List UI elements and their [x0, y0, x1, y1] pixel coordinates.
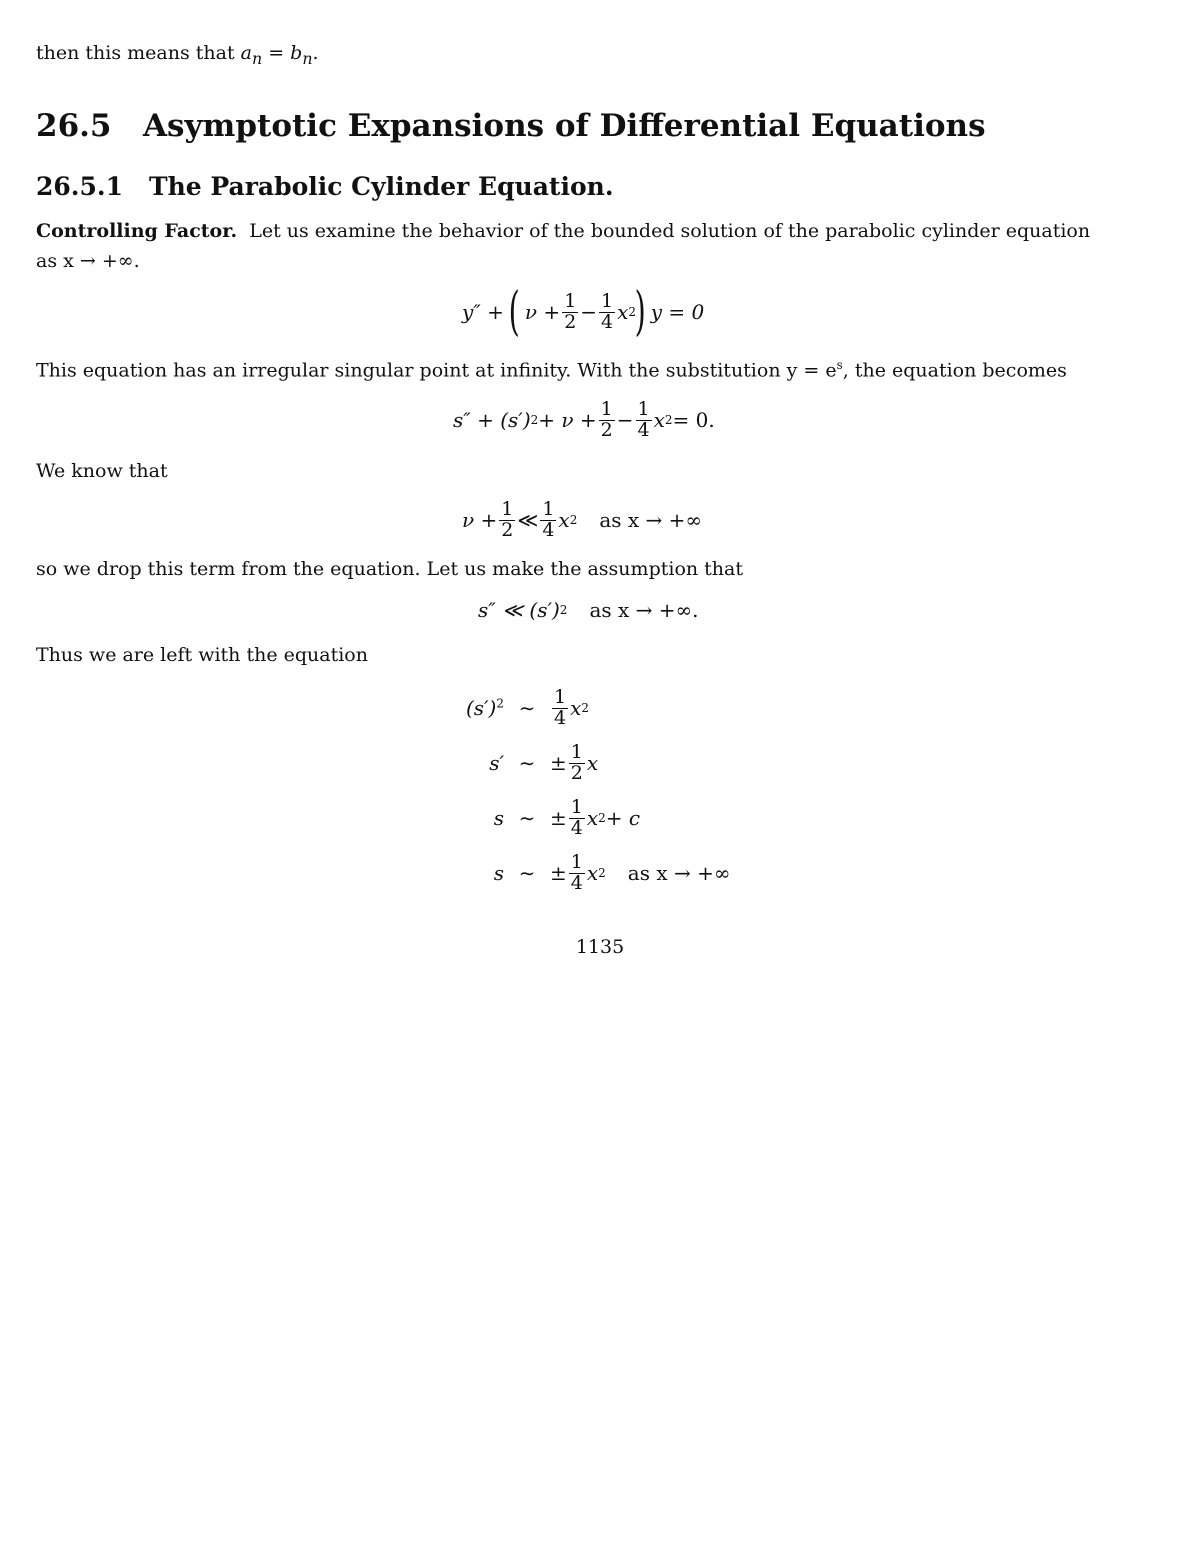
frac-numerator: 1	[570, 795, 583, 818]
subsection-title: The Parabolic Cylinder Equation.	[149, 172, 614, 201]
exponent: s	[836, 358, 843, 372]
frac-numerator: 1	[570, 740, 583, 763]
intro-math: $a_n = b_n$.	[240, 42, 319, 68]
eq4-condition: as x → +∞.	[589, 598, 699, 622]
eq2-rhs: = 0.	[672, 408, 715, 432]
frac-numerator: 1	[542, 497, 555, 520]
fraction-one-quarter	[636, 397, 652, 441]
row3-constant: + c	[605, 806, 641, 830]
frac-denominator: 2	[600, 418, 613, 441]
equation-assumption: s″ ≪ (s′) 2 as x → +∞.	[478, 598, 699, 622]
row2-x: x	[586, 751, 599, 775]
eq4-lhs: s″ ≪ (s′)	[478, 598, 560, 622]
eq2-x: x	[653, 408, 665, 432]
fraction-one-quarter	[569, 850, 585, 894]
paragraph-substitution	[36, 359, 1067, 380]
paragraph-text: This equation has an irregular singular point at infinity. With the substitution y = e	[36, 359, 837, 382]
fraction-one-half	[599, 397, 615, 441]
row4-lhs: s	[493, 861, 504, 885]
asymptotic-row-4: s ∼ ± $\frac{1}{4}$ x 2 as x → +∞	[493, 850, 731, 894]
plus-minus: ±	[550, 751, 567, 775]
row2-relation: ∼	[518, 751, 536, 775]
frac-numerator: 1	[554, 685, 567, 708]
section-number: 26.5	[36, 108, 112, 144]
asymptotic-row-1: $(s')^2$ ∼ $\frac{1}{4}$ x 2	[465, 685, 590, 729]
frac-numerator: 1	[501, 497, 514, 520]
subsection-number: 26.5.1	[36, 172, 123, 201]
eq1-rhs: y = 0	[650, 300, 705, 324]
paragraph-left-with: Thus we are left with the equation	[36, 644, 368, 666]
eq2-lhs: s″ + (s′)	[453, 408, 531, 432]
eq1-lhs: y″ +	[462, 300, 504, 324]
fraction-one-quarter	[552, 685, 568, 729]
fraction-one-quarter	[540, 497, 556, 541]
section-heading	[36, 108, 986, 144]
frac-numerator: 1	[637, 397, 650, 420]
eq3-x: x	[558, 508, 570, 532]
frac-denominator: 4	[542, 518, 555, 541]
paragraph-drop-term: so we drop this term from the equation. Let us make the assumption that	[36, 558, 743, 580]
much-less-than: ≪	[517, 508, 539, 532]
row1-relation: ∼	[518, 696, 536, 720]
subsection-heading	[36, 172, 614, 201]
intro-text: then this means that	[36, 42, 241, 64]
left-paren: (	[508, 282, 520, 342]
plus-minus: ±	[550, 806, 567, 830]
row3-lhs: s	[493, 806, 504, 830]
frac-numerator: 1	[564, 289, 577, 312]
row2-lhs: s′	[489, 751, 504, 775]
fraction-one-half	[499, 497, 515, 541]
paragraph-text-end: , the equation becomes	[842, 359, 1067, 382]
frac-denominator: 4	[570, 871, 583, 894]
row4-condition: as x → +∞	[627, 861, 731, 885]
frac-numerator: 1	[601, 289, 614, 312]
frac-numerator: 1	[570, 850, 583, 873]
eq1-nu: ν +	[524, 300, 561, 324]
paragraph-text: Let us examine the behavior of the bounded solution of the parabolic cylinder equation	[249, 220, 1091, 242]
frac-denominator: 4	[601, 310, 614, 333]
fraction-one-half	[569, 740, 585, 784]
paragraph-controlling-factor	[36, 222, 1090, 241]
paragraph-we-know: We know that	[36, 460, 168, 482]
fraction-one-half	[562, 289, 578, 333]
asymptotic-row-3: s ∼ ± $\frac{1}{4}$ x 2 + c	[493, 795, 641, 839]
plus-minus: ±	[550, 861, 567, 885]
row1-lhs: (s′)	[465, 696, 497, 720]
row3-relation: ∼	[518, 806, 536, 830]
equation-order-estimate: ν + $\frac{1}{2}$ ≪ $\frac{1}{4}$ x 2 as x → +∞	[462, 497, 703, 541]
intro-line	[36, 44, 319, 67]
eq1-x: x	[617, 300, 629, 324]
frac-denominator: 4	[554, 706, 567, 729]
row4-x: x	[586, 861, 599, 885]
fraction-one-quarter	[569, 795, 585, 839]
frac-denominator: 4	[637, 418, 650, 441]
run-in-heading: Controlling Factor.	[36, 220, 238, 242]
page-number: 1135	[575, 936, 625, 958]
row3-x: x	[586, 806, 599, 830]
frac-denominator: 2	[570, 761, 583, 784]
eq3-condition: as x → +∞	[599, 508, 703, 532]
row4-relation: ∼	[518, 861, 536, 885]
minus-sign: −	[616, 408, 634, 432]
asymptotic-row-2	[452, 735, 598, 791]
paragraph-text-line2: as x → +∞.	[36, 250, 140, 272]
frac-numerator: 1	[600, 397, 613, 420]
section-title: Asymptotic Expansions of Differential Equations	[143, 108, 986, 144]
eq2-mid: + ν +	[538, 408, 597, 432]
frac-denominator: 2	[501, 518, 514, 541]
minus-sign: −	[580, 300, 598, 324]
equation-substituted: s″ + (s′) 2 + ν + $\frac{1}{2}$ − $\frac{1}{4}$ x 2 = 0.	[453, 397, 715, 441]
frac-denominator: 2	[564, 310, 577, 333]
eq3-lhs: ν +	[462, 508, 498, 532]
fraction-one-quarter	[599, 289, 615, 333]
equation-parabolic-cylinder: y″ + ( ν + $\frac{1}{2}$ − $\frac{1}{4}$ x 2 ) y = 0	[462, 282, 705, 342]
row1-x: x	[570, 696, 582, 720]
frac-denominator: 4	[570, 816, 583, 839]
right-paren: )	[634, 282, 646, 342]
